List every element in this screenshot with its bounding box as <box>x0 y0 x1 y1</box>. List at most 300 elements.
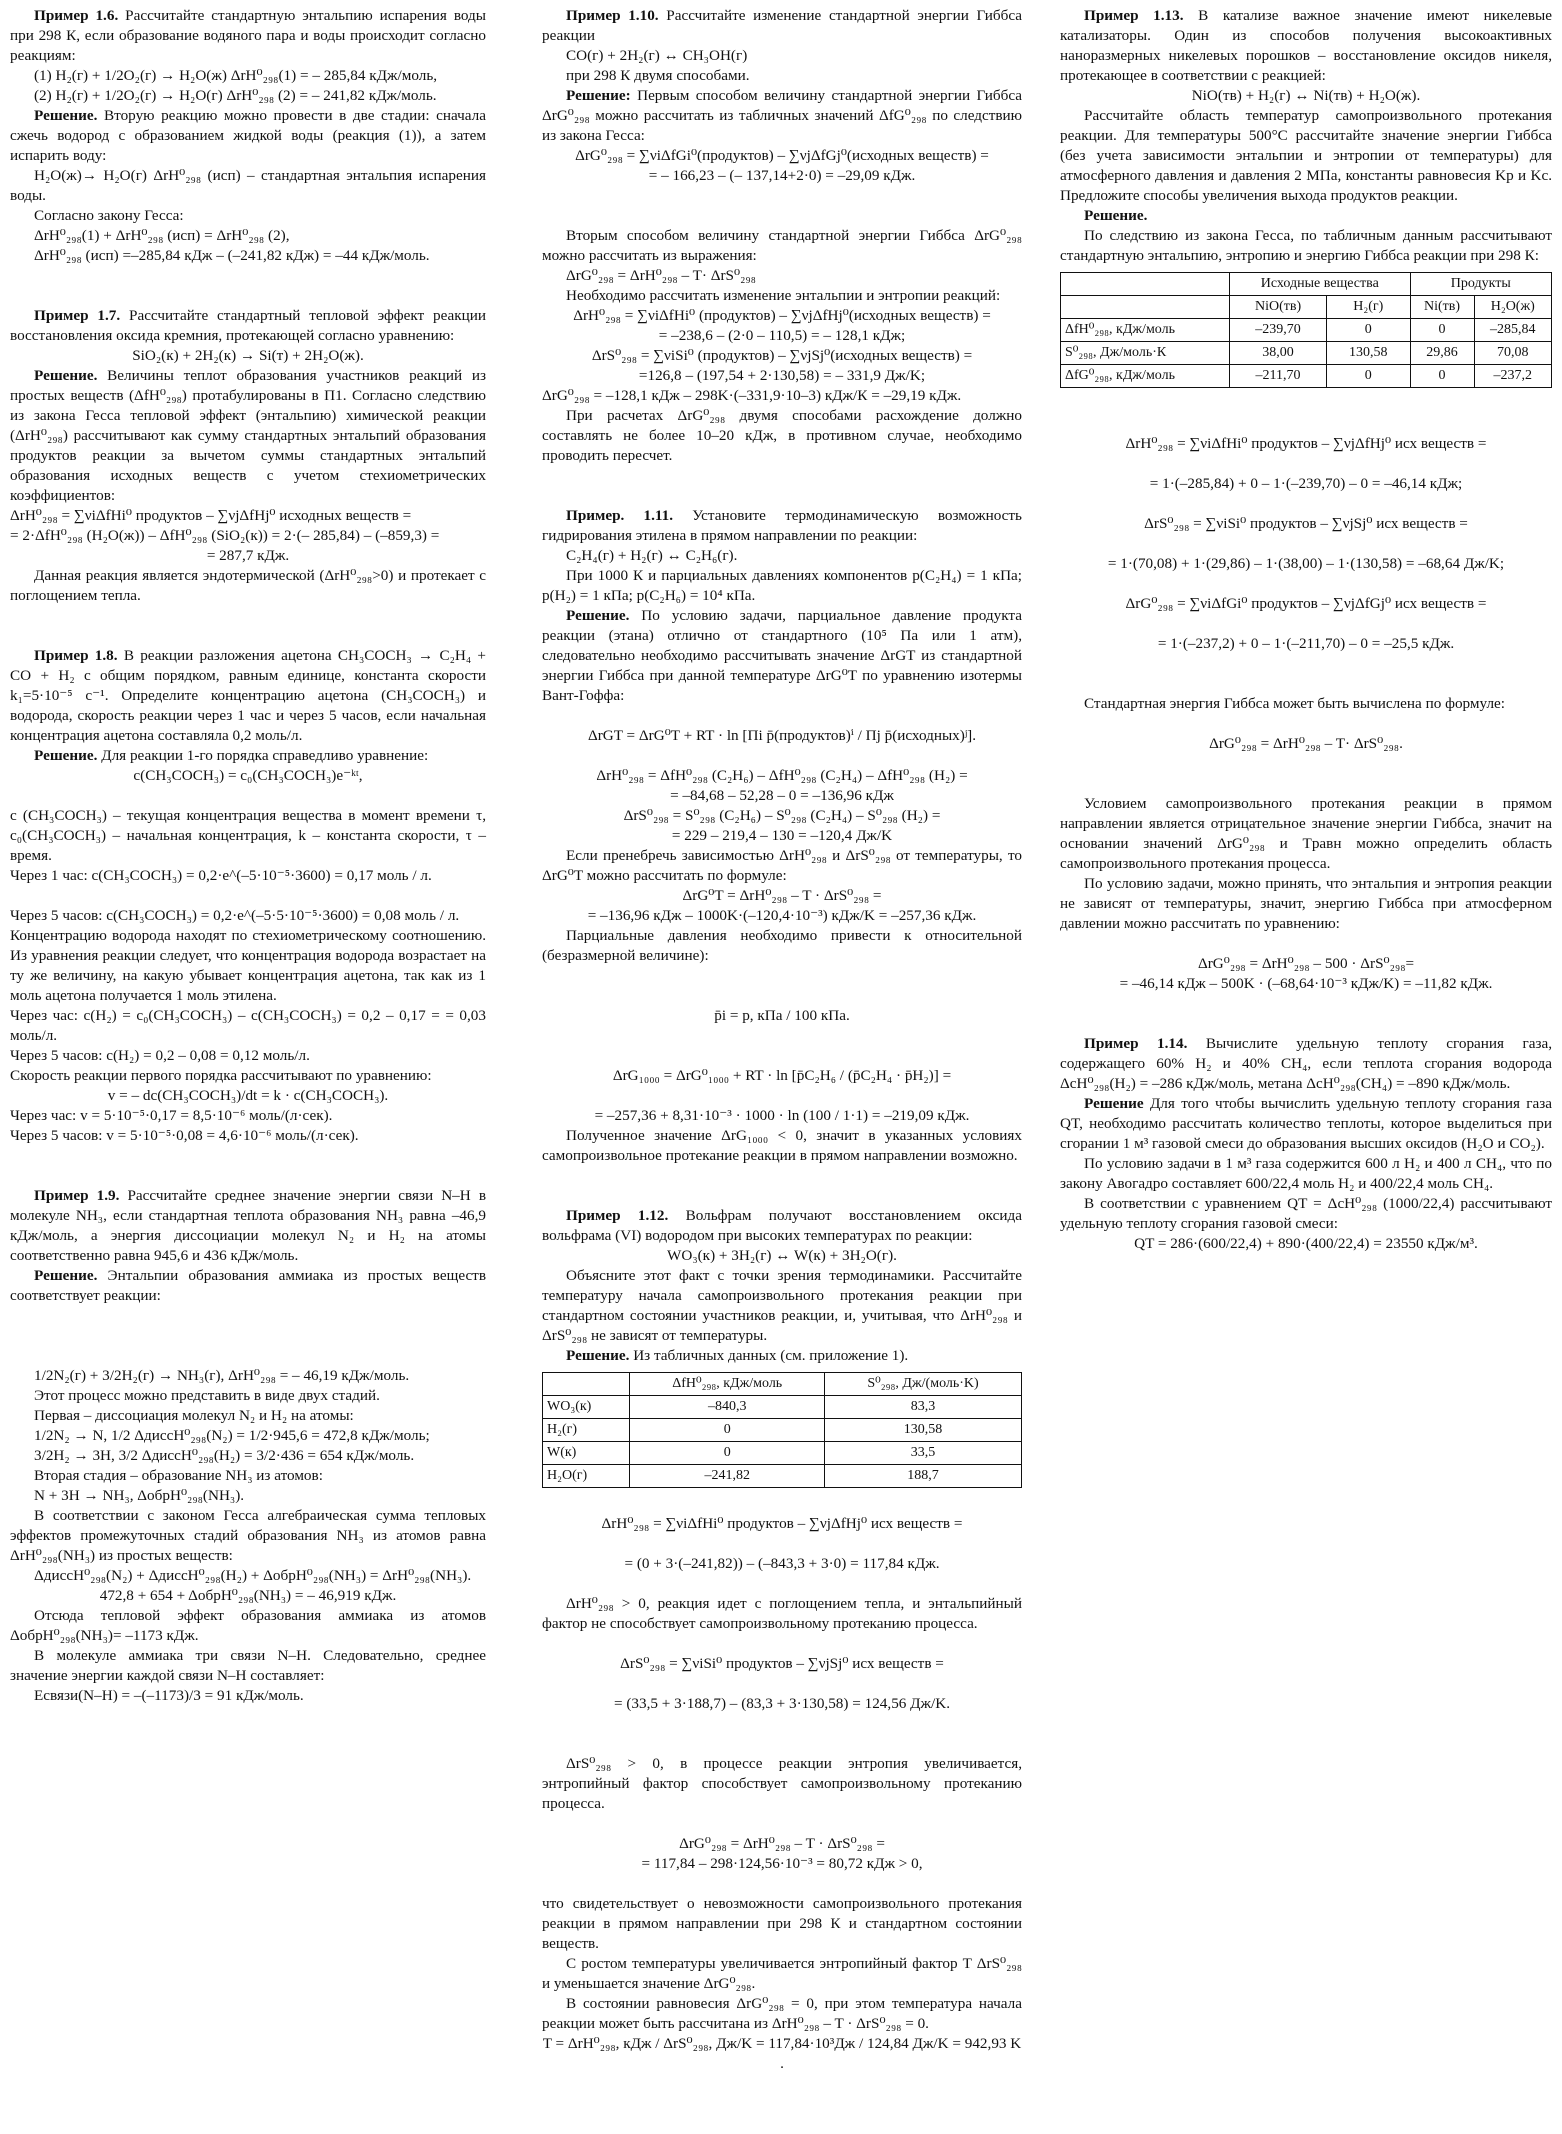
spacer <box>542 186 1022 226</box>
text: Объясните этот факт с точки зрения термодинамики. Рассчитайте температуру начала самопроизвольного протекания реакции при стандартном состоянии участников реакции, и, учитывая, что ΔrH⁰₂₉₈ и ΔrS⁰₂₉₈ не зависят от температуры. <box>542 1267 1022 1344</box>
paragraph <box>1060 1154 1552 1194</box>
text: = –46,14 кДж – 500K · (–68,64·10⁻³ кДж/K) = –11,82 кДж. <box>1119 975 1493 992</box>
spacer <box>542 1494 1022 1514</box>
table-header: H₂(г) <box>1327 296 1410 319</box>
formula-line <box>542 1246 1022 1266</box>
formula-line <box>542 1654 1022 1674</box>
text: Если пренебречь зависимостью ΔrH⁰₂₉₈ и ΔrS⁰₂₉₈ от температуры, то ΔrG⁰T можно рассчитать по формуле: <box>542 847 1022 884</box>
spacer <box>1060 714 1552 734</box>
text: По условию задачи, можно принять, что энтальпия и энтропия реакции не зависят от температуры, значит, энергию Гиббса при атмосферном давлении можно рассчитать по уравнению: <box>1060 875 1552 932</box>
text: 3/2H₂ → 3H, 3/2 ΔдиссH⁰₂₉₈(H₂) = 3/2·436 = 654 кДж/моль. <box>34 1447 415 1464</box>
paragraph <box>10 1646 486 1686</box>
text: ΔдиссH⁰₂₉₈(N₂) + ΔдиссH⁰₂₉₈(H₂) + ΔобрH⁰₂₉₈(NH₃) = ΔrH⁰₂₉₈(NH₃). <box>34 1567 472 1584</box>
paragraph-with-heading <box>542 6 1022 46</box>
paragraph <box>1060 106 1552 206</box>
text: c(CH₃COCH₃) = c₀(CH₃COCH₃)e⁻ᵏᵗ, <box>133 767 363 784</box>
table-cell: ΔfH⁰₂₉₈, кДж/моль <box>1061 319 1230 342</box>
spacer <box>1060 394 1552 434</box>
spacer <box>542 1674 1022 1694</box>
middle-flow-bottom <box>542 1494 1022 2074</box>
formula-line <box>542 306 1022 326</box>
text: v = – dc(CH₃COCH₃)/dt = k · c(CH₃COCH₃). <box>107 1087 389 1104</box>
example-heading: Решение: <box>566 87 631 104</box>
paragraph <box>542 46 1022 66</box>
spacer <box>542 1634 1022 1654</box>
text: = 2·ΔfH⁰₂₉₈ (H₂O(ж)) – ΔfH⁰₂₉₈ (SiO₂(к)) = 2·(– 285,84) – (–859,3) = <box>10 527 440 544</box>
column-left <box>10 6 486 1706</box>
paragraph <box>10 1686 486 1706</box>
text: Вольфрам получают восстановлением оксида вольфрама (VI) водородом при высоких температурах по реакции: <box>542 1207 1022 1244</box>
spacer <box>542 1086 1022 1106</box>
paragraph <box>542 286 1022 306</box>
paragraph <box>542 66 1022 86</box>
paragraph <box>542 926 1022 966</box>
text: = – 166,23 – (– 137,14+2·0) = –29,09 кДж. <box>648 167 916 184</box>
spacer <box>10 786 486 806</box>
text: Вторую реакцию можно провести в две стадии: сначала сжечь водород с образованием жидкой воды (реакция (1)), а затем испарить воду: <box>10 107 486 164</box>
table-row <box>1061 365 1552 388</box>
text: = 229 – 219,4 – 130 = –120,4 Дж/K <box>671 827 893 844</box>
formula-line <box>542 1006 1022 1026</box>
text: Стандартная энергия Гиббса может быть вычислена по формуле: <box>1084 695 1505 712</box>
formula-line <box>1060 514 1552 534</box>
example-heading: Решение. <box>566 607 630 624</box>
text: ΔrG⁰₂₉₈ = ΔrH⁰₂₉₈ – T · ΔrS⁰₂₉₈ = <box>679 1835 885 1852</box>
formula-line <box>1060 974 1552 994</box>
table-cell: H₂O(г) <box>543 1465 630 1488</box>
spacer <box>1060 994 1552 1034</box>
paragraph <box>542 266 1022 286</box>
paragraph-with-heading <box>10 1186 486 1266</box>
table-header <box>1061 273 1230 296</box>
text: = (33,5 + 3·188,7) – (83,3 + 3·130,58) = 124,56 Дж/K. <box>613 1695 951 1712</box>
paragraph <box>10 1446 486 1466</box>
paragraph <box>10 1426 486 1446</box>
example-heading: Решение. <box>34 107 98 124</box>
text: = –84,68 – 52,28 – 0 = –136,96 кДж <box>670 787 894 804</box>
text: ΔrH⁰₂₉₈ = ΔfH⁰₂₉₈ (C₂H₆) – ΔfH⁰₂₉₈ (C₂H₄) – ΔfH⁰₂₉₈ (H₂) = <box>596 767 968 784</box>
spacer <box>1060 654 1552 694</box>
text: = (0 + 3·(–241,82)) – (–843,3 + 3·0) = 117,84 кДж. <box>624 1555 940 1572</box>
text: ΔrG⁰₂₉₈ = ∑νiΔfGi⁰ продуктов – ∑νjΔfGj⁰ исх веществ = <box>1125 595 1487 612</box>
table-cell: 130,58 <box>825 1419 1022 1442</box>
text: ΔrS⁰₂₉₈ = ∑νiSi⁰ продуктов – ∑νjSj⁰ исх веществ = <box>1144 515 1468 532</box>
paragraph <box>10 1406 486 1426</box>
text: = 1·(–285,84) + 0 – 1·(–239,70) – 0 = –46,14 кДж; <box>1149 475 1463 492</box>
table-cell: 33,5 <box>825 1442 1022 1465</box>
spacer <box>542 966 1022 1006</box>
text: =126,8 – (197,54 + 2·130,58) = – 331,9 Дж/K; <box>638 367 926 384</box>
text: Парциальные давления необходимо привести к относительной (безразмерной величине): <box>542 927 1022 964</box>
paragraph <box>1060 694 1552 714</box>
example-heading: Пример 1.7. <box>34 307 121 324</box>
text: ΔrG⁰₂₉₈ = –128,1 кДж – 298K·(–331,9·10–3) кДж/К = –29,19 кДж. <box>542 387 962 404</box>
paragraph-with-heading <box>542 1206 1022 1246</box>
spacer <box>542 1534 1022 1554</box>
text: ΔrH⁰₂₉₈ = ∑νiΔfHi⁰ продуктов – ∑νjΔfHj⁰ исх веществ = <box>601 1515 963 1532</box>
spacer <box>542 1814 1022 1834</box>
table-row <box>543 1442 1022 1465</box>
text: = 1·(–237,2) + 0 – 1·(–211,70) – 0 = –25,5 кДж. <box>1157 635 1455 652</box>
spacer <box>542 746 1022 766</box>
text: В соответствии с уравнением QT = ΔcH⁰₂₉₈ (1000/22,4) рассчитывают удельную теплоту сгорания газовой смеси: <box>1060 1195 1552 1232</box>
text: p̄i = p, кПа / 100 кПа. <box>714 1007 850 1024</box>
paragraph <box>10 1566 486 1586</box>
paragraph <box>10 506 486 526</box>
text: Eсвязи(N–H) = –(–1173)/3 = 91 кДж/моль. <box>34 1687 304 1704</box>
text: CO(г) + 2H₂(г) ↔ CH₃OH(г) <box>566 47 748 64</box>
spacer <box>1060 614 1552 634</box>
paragraph <box>10 206 486 226</box>
table-cell: 0 <box>630 1442 825 1465</box>
example-heading: Решение. <box>34 747 98 764</box>
paragraph <box>10 866 486 886</box>
spacer <box>1060 534 1552 554</box>
table-cell: 38,00 <box>1230 342 1327 365</box>
example-heading: Пример 1.9. <box>34 1187 120 1204</box>
paragraph-with-heading <box>1060 1094 1552 1154</box>
paragraph <box>10 226 486 246</box>
text: WO₃(к) + 3H₂(г) ↔ W(к) + 3H₂O(г). <box>667 1247 897 1264</box>
table-cell: 0 <box>1410 365 1474 388</box>
formula-line <box>1060 474 1552 494</box>
text: Условием самопроизвольного протекания реакции в прямом направлении является отрицательное значение энергии Гиббса, значит на основании значений ΔrG⁰₂₉₈ и Tравн можно определить область самопроизвольного протекания процесса. <box>1060 795 1552 872</box>
formula-line <box>10 766 486 786</box>
paragraph <box>10 1366 486 1386</box>
example-heading: Решение <box>1084 1095 1144 1112</box>
table-cell: S⁰₂₉₈, Дж/моль·К <box>1061 342 1230 365</box>
paragraph <box>10 1606 486 1646</box>
paragraph <box>1060 794 1552 874</box>
example-heading: Пример 1.13. <box>1084 7 1184 24</box>
paragraph <box>1060 1194 1552 1234</box>
table-cell: 130,58 <box>1327 342 1410 365</box>
spacer <box>542 466 1022 506</box>
text: Первым способом величину стандартной энергии Гиббса ΔrG⁰₂₉₈ можно рассчитать из табличных значений ΔfG⁰₂₉₈ по следствию из закона Гесса: <box>542 87 1022 144</box>
table-cell: 29,86 <box>1410 342 1474 365</box>
spacer <box>1060 494 1552 514</box>
example-heading: Решение. <box>34 1267 98 1284</box>
text: Рассчитайте изменение стандартной энергии Гиббса реакции <box>542 7 1022 44</box>
text: Необходимо рассчитать изменение энтальпии и энтропии реакций: <box>566 287 1001 304</box>
example-heading: Пример 1.12. <box>566 1207 669 1224</box>
text: ΔrG⁰₂₉₈ = ΔrH⁰₂₉₈ – 500 · ΔrS⁰₂₉₈= <box>1197 955 1415 972</box>
formula-line <box>542 906 1022 926</box>
text: Энтальпии образования аммиака из простых веществ соответствует реакции: <box>10 1267 486 1304</box>
spacer <box>1060 454 1552 474</box>
text: Величины теплот образования участников реакций из простых веществ (ΔfH⁰₂₉₈) протабулированы в П1. Согласно следствию из закона Гесса тепловой эффект (энтальпию) химической реакции (ΔrH⁰₂₉₈) рассчитывают как сумму стандартных энтальпий образования продуктов реакции за вычетом суммы стандартных энтальпий образования исходных веществ с учетом стехиометрических коэффициентов: <box>10 367 486 504</box>
text: Через час: c(H₂) = c₀(CH₃COCH₃) – c(CH₃COCH₃) = 0,2 – 0,17 = = 0,03 моль/л. <box>10 1007 486 1044</box>
table-header: ΔfH⁰₂₉₈, кДж/моль <box>630 1373 825 1396</box>
text: H₂O(ж)→ H₂O(г) ΔrH⁰₂₉₈ (исп) – стандартная энтальпия испарения воды. <box>10 167 486 204</box>
table-row <box>543 1419 1022 1442</box>
formula-line <box>542 2034 1022 2074</box>
paragraph <box>10 806 486 866</box>
paragraph-with-heading <box>10 106 486 166</box>
example-heading: Пример 1.10. <box>566 7 659 24</box>
text: Вторая стадия – образование NH₃ из атомов: <box>34 1467 323 1484</box>
text: ΔrG⁰₂₉₈ = ΔrH⁰₂₉₈ – T· ΔrS⁰₂₉₈. <box>1209 735 1403 752</box>
formula-line <box>1060 734 1552 754</box>
paragraph <box>10 1386 486 1406</box>
text: ΔrG₁₀₀₀ = ΔrG⁰₁₀₀₀ + RT · ln [p̄C₂H₆ / (p̄C₂H₄ · p̄H₂)] = <box>612 1067 952 1084</box>
text: при 298 К двумя способами. <box>566 67 750 84</box>
text: В катализе важное значение имеют никелевые катализаторы. Один из способов получения высокоактивных наноразмерных никелевых порошков – восстановление оксидов никеля, протекающее в соответствии с реакцией: <box>1060 7 1553 84</box>
example-heading: Пример 1.14. <box>1084 1035 1188 1052</box>
text: В состоянии равновесия ΔrG⁰₂₉₈ = 0, при этом температура начала реакции может быть рассчитана из ΔrH⁰₂₉₈ – T · ΔrS⁰₂₉₈ = 0. <box>542 1995 1022 2032</box>
paragraph <box>542 1594 1022 1634</box>
text: (1) H₂(г) + 1/2O₂(г) → H₂O(ж) ΔrH⁰₂₉₈(1) = – 285,84 кДж/моль, <box>34 67 438 84</box>
text: QT = 286·(600/22,4) + 890·(400/22,4) = 23550 кДж/м³. <box>1134 1235 1478 1252</box>
example-heading: Пример 1.8. <box>34 647 118 664</box>
text: ΔrS⁰₂₉₈ > 0, в процессе реакции энтропия увеличивается, энтропийный фактор способствует самопроизвольному протеканию процесса. <box>542 1755 1022 1812</box>
formula-line <box>10 1086 486 1106</box>
spacer <box>542 1714 1022 1754</box>
text: что свидетельствует о невозможности самопроизвольного протекания реакции в прямом направлении при 298 К и стандартном состоянии веществ. <box>542 1895 1022 1952</box>
table-cell: 70,08 <box>1474 342 1551 365</box>
spacer <box>1060 754 1552 794</box>
text: Данная реакция является эндотермической (ΔrH⁰₂₉₈>0) и протекает с поглощением тепла. <box>10 567 486 604</box>
formula-line <box>10 346 486 366</box>
text: Рассчитайте стандартный тепловой эффект реакции восстановления оксида кремния, протекающей согласно уравнению: <box>10 307 486 344</box>
paragraph <box>10 566 486 606</box>
paragraph <box>542 846 1022 886</box>
text: Через 5 часов: v = 5·10⁻⁵·0,08 = 4,6·10⁻⁶ моль/(л·сек). <box>10 1127 359 1144</box>
text: Рассчитайте среднее значение энергии связи N–H в молекуле NH₃, если стандартная теплота образования NH₃ равна –46,9 кДж/моль, а энергия диссоциации молекул N₂ и H₂ на атомы соответственно равна 945,6 и 436 кДж/моль. <box>10 1187 486 1264</box>
text: 1/2N₂(г) + 3/2H₂(г) → NH₃(г), ΔrH⁰₂₉₈ = – 46,19 кДж/моль. <box>34 1367 410 1384</box>
paragraph-with-heading <box>1060 206 1552 226</box>
text: 472,8 + 654 + ΔобрH⁰₂₉₈(NH₃) = – 46,919 кДж. <box>99 1587 397 1604</box>
table-row <box>1061 342 1552 365</box>
text: Отсюда тепловой эффект образования аммиака из атомов ΔобрH⁰₂₉₈(NH₃)= –1173 кДж. <box>10 1607 486 1644</box>
table-cell: –285,84 <box>1474 319 1551 342</box>
table-cell: 0 <box>1327 319 1410 342</box>
paragraph <box>10 1126 486 1146</box>
formula-line <box>542 826 1022 846</box>
text: Через 1 час: c(CH₃COCH₃) = 0,2·e^(–5·10⁻⁵·3600) = 0,17 моль / л. <box>10 867 432 884</box>
text: Через 5 часов: c(CH₃COCH₃) = 0,2·e^(–5·5·10⁻⁵·3600) = 0,08 моль / л. <box>10 907 460 924</box>
paragraph <box>10 1506 486 1566</box>
text: N + 3H → NH₃, ΔобрH⁰₂₉₈(NH₃). <box>34 1487 245 1504</box>
text: ΔrS⁰₂₉₈ = ∑νiSi⁰ продуктов – ∑νjSj⁰ исх веществ = <box>620 1655 944 1672</box>
formula-line <box>542 1514 1022 1534</box>
paragraph-with-heading <box>542 606 1022 706</box>
formula-line <box>542 806 1022 826</box>
text: В молекуле аммиака три связи N–H. Следовательно, среднее значение энергии каждой связи N–H составляет: <box>10 1647 486 1684</box>
text: Первая – диссоциация молекул N₂ и H₂ на атомы: <box>34 1407 354 1424</box>
paragraph <box>542 406 1022 466</box>
right-flow-top <box>1060 6 1552 266</box>
paragraph <box>542 1126 1022 1166</box>
table-group-header: Исходные вещества <box>1230 273 1410 296</box>
paragraph <box>10 66 486 86</box>
formula-line <box>10 1586 486 1606</box>
text: В соответствии с законом Гесса алгебраическая сумма тепловых эффектов промежуточных стадий образования NH₃ из атомов равна ΔrH⁰₂₉₈(NH₃) из простых веществ: <box>10 1507 486 1564</box>
table-group-header: Продукты <box>1410 273 1552 296</box>
paragraph <box>10 1046 486 1066</box>
paragraph <box>10 906 486 926</box>
paragraph <box>10 166 486 206</box>
paragraph-with-heading <box>10 646 486 746</box>
text: C₂H₄(г) + H₂(г) ↔ C₂H₆(г). <box>566 547 738 564</box>
table-row <box>543 1465 1022 1488</box>
right-flow-bottom <box>1060 394 1552 1254</box>
paragraph-with-heading <box>10 1266 486 1306</box>
formula-line <box>1060 954 1552 974</box>
example-heading: Решение. <box>1084 207 1148 224</box>
text: Для реакции 1-го порядка справедливо уравнение: <box>97 747 429 764</box>
text: ΔrH⁰₂₉₈ = ∑νiΔfHi⁰ продуктов – ∑νjΔfHj⁰ исходных веществ = <box>10 507 412 524</box>
paragraph <box>10 1466 486 1486</box>
formula-line <box>542 886 1022 906</box>
middle-flow-top <box>542 6 1022 1366</box>
table-cell: –239,70 <box>1230 319 1327 342</box>
example-heading: Пример. 1.11. <box>566 507 674 524</box>
spacer <box>1060 574 1552 594</box>
spacer <box>542 1874 1022 1894</box>
paragraph-with-heading <box>542 506 1022 546</box>
text: = 287,7 кДж. <box>206 547 290 564</box>
formula-line <box>1060 594 1552 614</box>
formula-line <box>542 1694 1022 1714</box>
text: Через час: v = 5·10⁻⁵·0,17 = 8,5·10⁻⁶ моль/(л·сек). <box>10 1107 333 1124</box>
text: По условию задачи в 1 м³ газа содержится 600 л H₂ и 400 л CH₄, что по закону Авогадро составляет 600/22,4 моль H₂ и 400/22,4 моль CH₄. <box>1060 1155 1552 1192</box>
paragraph <box>542 226 1022 266</box>
table-header <box>543 1373 630 1396</box>
table-header <box>1061 296 1230 319</box>
formula-line <box>542 326 1022 346</box>
example-heading: Пример 1.6. <box>34 7 119 24</box>
paragraph <box>542 386 1022 406</box>
paragraph-with-heading <box>542 1346 1022 1366</box>
text: ΔrGT = ΔrG⁰T + RT · ln [Πi p̄(продуктов)ⁱ / Πj p̄(исходных)ʲ]. <box>587 727 977 744</box>
formula-line <box>542 1854 1022 1874</box>
paragraph <box>542 566 1022 606</box>
table-row <box>1061 319 1552 342</box>
formula-line <box>542 1834 1022 1854</box>
paragraph <box>10 1486 486 1506</box>
text: SiO₂(к) + 2H₂(к) → Si(т) + 2H₂O(ж). <box>132 347 364 364</box>
paragraph <box>10 1106 486 1126</box>
paragraph <box>542 1894 1022 1954</box>
text: = –257,36 + 8,31·10⁻³ · 1000 · ln (100 / 1·1) = –219,09 кДж. <box>594 1107 970 1124</box>
text: ΔrH⁰₂₉₈ = ∑νiΔfHi⁰ продуктов – ∑νjΔfHj⁰ исх веществ = <box>1125 435 1487 452</box>
spacer <box>10 606 486 646</box>
text: = 1·(70,08) + 1·(29,86) – 1·(38,00) – 1·(130,58) = –68,64 Дж/K; <box>1107 555 1505 572</box>
text: Скорость реакции первого порядка рассчитывают по уравнению: <box>10 1067 432 1084</box>
table-cell: –237,2 <box>1474 365 1551 388</box>
paragraph <box>10 1006 486 1046</box>
text: В реакции разложения ацетона CH₃COCH₃ → C₂H₄ + CO + H₂ с общим порядком, равным единице, константа скорости k₁=5·10⁻⁵ c⁻¹. Определите концентрацию ацетона (CH₃COCH₃) и водорода, скорость реакции через 1 час и через 5 часов, если начальная концентрация ацетона составляла 0,2 моль/л. <box>10 647 486 744</box>
text: При 1000 К и парциальных давлениях компонентов p(C₂H₄) = 1 кПа; p(H₂) = 1 кПа; p(C₂H₆) = 10⁴ кПа. <box>542 567 1022 604</box>
table-cell: W(к) <box>543 1442 630 1465</box>
text: С ростом температуры увеличивается энтропийный фактор T ΔrS⁰₂₉₈ и уменьшается значение ΔrG⁰₂₉₈. <box>542 1955 1022 1992</box>
table-cell: 0 <box>630 1419 825 1442</box>
formula-line <box>542 766 1022 786</box>
paragraph-with-heading <box>10 306 486 346</box>
formula-line <box>1060 1234 1552 1254</box>
text: Вычислите удельную теплоту сгорания газа, содержащего 60% H₂ и 40% CH₄, если теплота сгорания водорода ΔcH⁰₂₉₈(H₂) = –286 кДж/моль, метана ΔcH⁰₂₉₈(CH₄) = –890 кДж/моль. <box>1060 1035 1552 1092</box>
text: Этот процесс можно представить в виде двух стадий. <box>34 1387 380 1404</box>
text: (2) H₂(г) + 1/2O₂(г) → H₂O(г) ΔrH⁰₂₉₈ (2) = – 241,82 кДж/моль. <box>34 87 437 104</box>
text: Через 5 часов: c(H₂) = 0,2 – 0,08 = 0,12 моль/л. <box>10 1047 310 1064</box>
text: ΔrG⁰₂₉₈ = ∑νiΔfGi⁰(продуктов) – ∑νjΔfGj⁰(исходных веществ) = <box>575 147 989 164</box>
nickel-data-table <box>1060 272 1552 388</box>
paragraph-with-heading <box>542 86 1022 146</box>
formula-line <box>10 546 486 566</box>
table-cell: –241,82 <box>630 1465 825 1488</box>
paragraph <box>10 246 486 266</box>
text: Из табличных данных (см. приложение 1). <box>629 1347 909 1364</box>
paragraph <box>542 546 1022 566</box>
paragraph <box>10 926 486 1006</box>
table-cell: H₂(г) <box>543 1419 630 1442</box>
table-cell: 188,7 <box>825 1465 1022 1488</box>
text: NiO(тв) + H₂(г) ↔ Ni(тв) + H₂O(ж). <box>1191 87 1421 104</box>
column-right <box>1060 6 1552 1254</box>
table-cell: 0 <box>1410 319 1474 342</box>
table-cell: 0 <box>1327 365 1410 388</box>
paragraph <box>1060 226 1552 266</box>
paragraph <box>542 1754 1022 1814</box>
paragraph <box>10 1066 486 1086</box>
spacer <box>10 886 486 906</box>
column-middle <box>542 6 1022 2074</box>
table-cell: –211,70 <box>1230 365 1327 388</box>
paragraph <box>10 86 486 106</box>
table-cell: –840,3 <box>630 1396 825 1419</box>
text: ΔrH⁰₂₉₈ > 0, реакция идет с поглощением тепла, и энтальпийный фактор не способствует самопроизвольному протеканию процесса. <box>542 1595 1022 1632</box>
spacer <box>10 1146 486 1186</box>
text: ΔrG⁰₂₉₈ = ΔrH⁰₂₉₈ – T· ΔrS⁰₂₉₈ <box>566 267 756 284</box>
formula-line <box>542 726 1022 746</box>
formula-line <box>1060 86 1552 106</box>
paragraph <box>542 1266 1022 1346</box>
table-header: S⁰₂₉₈, Дж/(моль·K) <box>825 1373 1022 1396</box>
table-row <box>543 1396 1022 1419</box>
paragraph-with-heading <box>1060 1034 1552 1094</box>
spacer <box>542 1574 1022 1594</box>
formula-line <box>542 1554 1022 1574</box>
text: Согласно закону Гесса: <box>34 207 184 224</box>
paragraph-with-heading <box>10 746 486 766</box>
spacer <box>10 1306 486 1366</box>
formula-line <box>542 166 1022 186</box>
paragraph-with-heading <box>10 6 486 66</box>
text: ΔrH⁰₂₉₈ = ∑νiΔfHi⁰ (продуктов) – ∑νjΔfHj⁰(исходных веществ) = <box>573 307 991 324</box>
formula-line <box>542 1066 1022 1086</box>
text: = –136,96 кДж – 1000K·(–120,4·10⁻³) кДж/K = –257,36 кДж. <box>587 907 977 924</box>
example-heading: Решение. <box>34 367 98 384</box>
text: = –238,6 – (2·0 – 110,5) = – 128,1 кДж; <box>658 327 906 344</box>
paragraph-with-heading <box>1060 6 1552 86</box>
formula-line <box>1060 554 1552 574</box>
formula-line <box>542 366 1022 386</box>
text: ΔrH⁰₂₉₈(1) + ΔrH⁰₂₉₈ (исп) = ΔrH⁰₂₉₈ (2), <box>34 227 290 244</box>
text: 1/2N₂ → N, 1/2 ΔдиссH⁰₂₉₈(N₂) = 1/2·945,6 = 472,8 кДж/моль; <box>34 1427 430 1444</box>
paragraph <box>542 1954 1022 1994</box>
formula-line <box>1060 634 1552 654</box>
formula-line <box>542 146 1022 166</box>
formula-line <box>542 1106 1022 1126</box>
table-header: Ni(тв) <box>1410 296 1474 319</box>
text: T = ΔrH⁰₂₉₈, кДж / ΔrS⁰₂₉₈, Дж/K = 117,84·10³Дж / 124,84 Дж/K = 942,93 K . <box>542 2035 1022 2072</box>
text: Рассчитайте область температур самопроизвольного протекания реакции. Для температуры 500°C рассчитайте значение энергии Гиббса (без учета зависимости энтальпии и энтропии от температуры) для атмосферного давления и давления 2 МПа, константы равновесия Kp и Kc. Предложите способы увеличения выхода продуктов реакции. <box>1060 107 1552 204</box>
text: Рассчитайте стандартную энтальпию испарения воды при 298 К, если образование водяного пара и воды происходит согласно реакциям: <box>10 7 486 64</box>
spacer <box>542 706 1022 726</box>
paragraph <box>542 1994 1022 2034</box>
text: По условию задачи, парциальное давление продукта реакции (этана) отлично от стандартного (10⁵ Па или 1 атм), следовательно необходимо рассчитывать значение ΔrGT из стандартной энергии Гиббса при данной температуре ΔrG⁰T по уравнению изотермы Вант-Гоффа: <box>542 607 1022 704</box>
